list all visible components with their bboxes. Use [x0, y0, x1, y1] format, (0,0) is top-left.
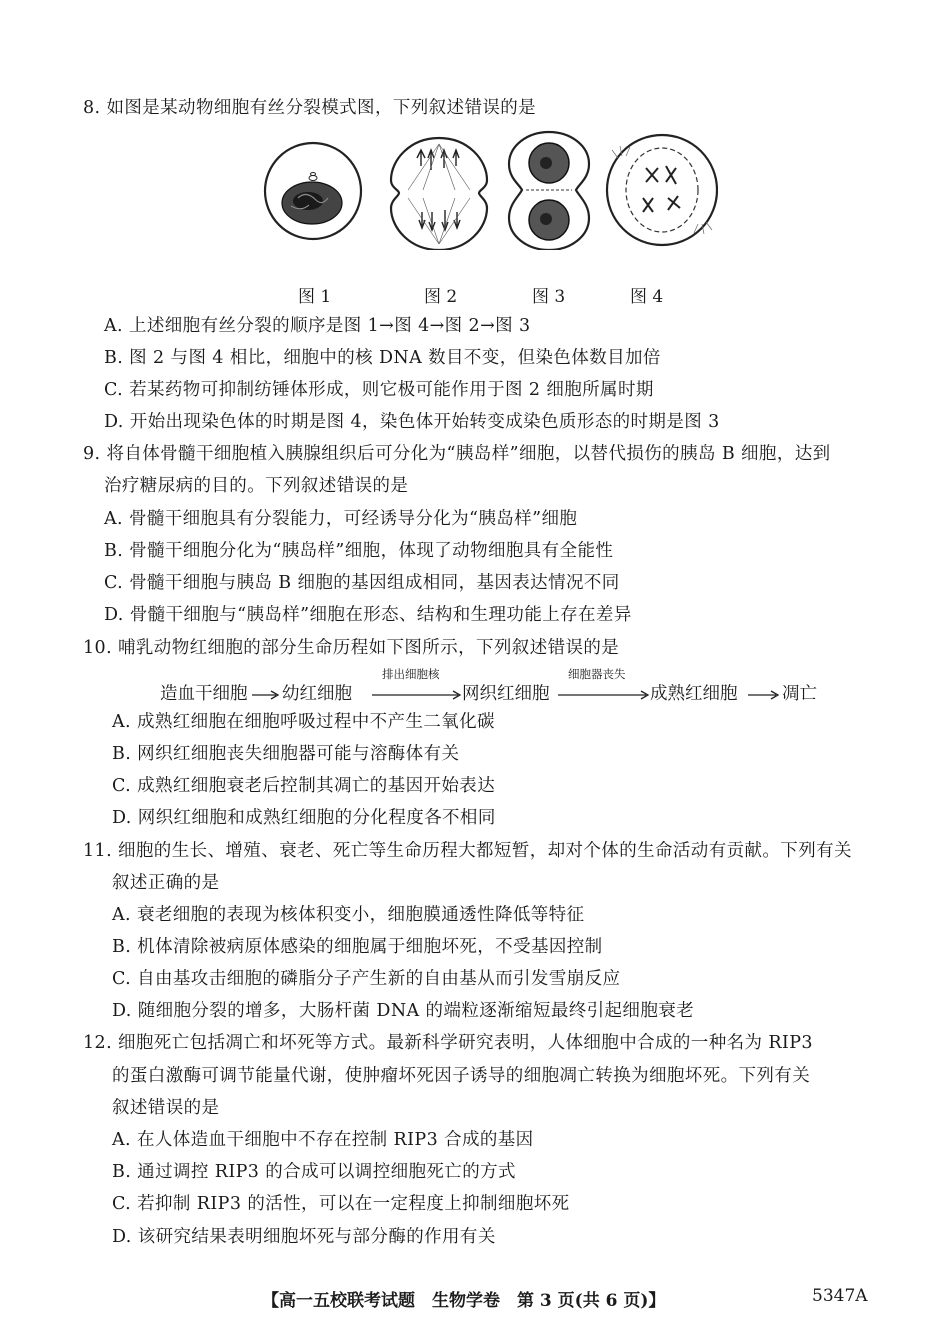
q8-option-a: A. 上述细胞有丝分裂的顺序是图 1→图 4→图 2→图 3	[104, 316, 531, 336]
q9-option-a: A. 骨髓干细胞具有分裂能力，可经诱导分化为“胰岛样”细胞	[104, 509, 578, 529]
figure-4-cell	[607, 135, 717, 245]
figure-1-caption: 图 1	[298, 287, 332, 307]
q12-stem-line-3: 叙述错误的是	[112, 1098, 220, 1118]
q9-option-d: D. 骨髓干细胞与“胰岛样”细胞在形态、结构和生理功能上存在差异	[104, 605, 632, 625]
q12-option-a: A. 在人体造血干细胞中不存在控制 RIP3 合成的基因	[112, 1130, 534, 1150]
flow-arrow-icon	[372, 690, 462, 700]
q11-option-a: A. 衰老细胞的表现为核体积变小，细胞膜通透性降低等特征	[112, 905, 585, 925]
flow-stage-reticulocyte: 网织红细胞	[462, 684, 550, 704]
q12-option-b: B. 通过调控 RIP3 的合成可以调控细胞死亡的方式	[112, 1162, 516, 1182]
flow-arrow-icon	[558, 690, 650, 700]
figure-3-caption: 图 3	[532, 287, 566, 307]
q12-option-d: D. 该研究结果表明细胞坏死与部分酶的作用有关	[112, 1227, 496, 1247]
q10-option-d: D. 网织红细胞和成熟红细胞的分化程度各不相同	[112, 808, 496, 828]
flow-stage-erythroblast: 幼红细胞	[282, 684, 352, 704]
page-footer: 【高一五校联考试题 生物学卷 第 3 页(共 6 页)】	[262, 1291, 666, 1311]
q8-option-d: D. 开始出现染色体的时期是图 4，染色体开始转变成染色质形态的时期是图 3	[104, 412, 720, 432]
q8-option-c: C. 若某药物可抑制纺锤体形成，则它极可能作用于图 2 细胞所属时期	[104, 380, 654, 400]
figure-1-cell	[265, 143, 361, 239]
q9-option-c: C. 骨髓干细胞与胰岛 B 细胞的基因组成相同，基因表达情况不同	[104, 573, 620, 593]
q10-option-b: B. 网织红细胞丧失细胞器可能与溶酶体有关	[112, 744, 460, 764]
q12-stem-line-1: 12. 细胞死亡包括凋亡和坏死等方式。最新科学研究表明，人体细胞中合成的一种名为 RIP3	[83, 1033, 813, 1053]
figure-2-caption: 图 2	[424, 287, 458, 307]
flow-label-organelle-loss: 细胞器丧失	[568, 667, 626, 681]
figure-3-cell	[509, 132, 589, 250]
flow-stage-hsc: 造血干细胞	[160, 684, 248, 704]
q9-stem-line-1: 9. 将自体骨髓干细胞植入胰腺组织后可分化为“胰岛样”细胞，以替代损伤的胰岛 B 细胞，达到	[83, 444, 831, 464]
paper-code: 5347A	[812, 1286, 868, 1306]
flow-stage-mature-rbc: 成熟红细胞	[650, 684, 738, 704]
figure-2-cell	[391, 138, 487, 250]
q12-option-c: C. 若抑制 RIP3 的活性，可以在一定程度上抑制细胞坏死	[112, 1194, 570, 1214]
q11-option-b: B. 机体清除被病原体感染的细胞属于细胞坏死，不受基因控制	[112, 937, 603, 957]
figure-4-caption: 图 4	[630, 287, 664, 307]
flow-label-enucleation: 排出细胞核	[382, 667, 440, 681]
q10-option-a: A. 成熟红细胞在细胞呼吸过程中不产生二氧化碳	[112, 712, 495, 732]
q10-stem: 10. 哺乳动物红细胞的部分生命历程如下图所示，下列叙述错误的是	[83, 638, 620, 658]
q12-stem-line-2: 的蛋白激酶可调节能量代谢，使肿瘤坏死因子诱导的细胞凋亡转换为细胞坏死。下列有关	[112, 1066, 811, 1086]
q8-option-b: B. 图 2 与图 4 相比，细胞中的核 DNA 数目不变，但染色体数目加倍	[104, 348, 661, 368]
flow-arrow-icon	[252, 690, 280, 700]
mitosis-figures	[258, 128, 718, 250]
q10-option-c: C. 成熟红细胞衰老后控制其凋亡的基因开始表达	[112, 776, 496, 796]
q9-stem-line-2: 治疗糖尿病的目的。下列叙述错误的是	[104, 476, 409, 496]
q11-stem-line-1: 11. 细胞的生长、增殖、衰老、死亡等生命历程大都短暂，却对个体的生命活动有贡献。下列有关	[83, 841, 852, 861]
flow-arrow-icon	[748, 690, 780, 700]
flow-stage-apoptosis: 凋亡	[782, 684, 817, 704]
q11-stem-line-2: 叙述正确的是	[112, 873, 220, 893]
q8-stem: 8. 如图是某动物细胞有丝分裂模式图，下列叙述错误的是	[83, 98, 537, 118]
q9-option-b: B. 骨髓干细胞分化为“胰岛样”细胞，体现了动物细胞具有全能性	[104, 541, 614, 561]
q11-option-d: D. 随细胞分裂的增多，大肠杆菌 DNA 的端粒逐渐缩短最终引起细胞衰老	[112, 1001, 695, 1021]
q11-option-c: C. 自由基攻击细胞的磷脂分子产生新的自由基从而引发雪崩反应	[112, 969, 621, 989]
